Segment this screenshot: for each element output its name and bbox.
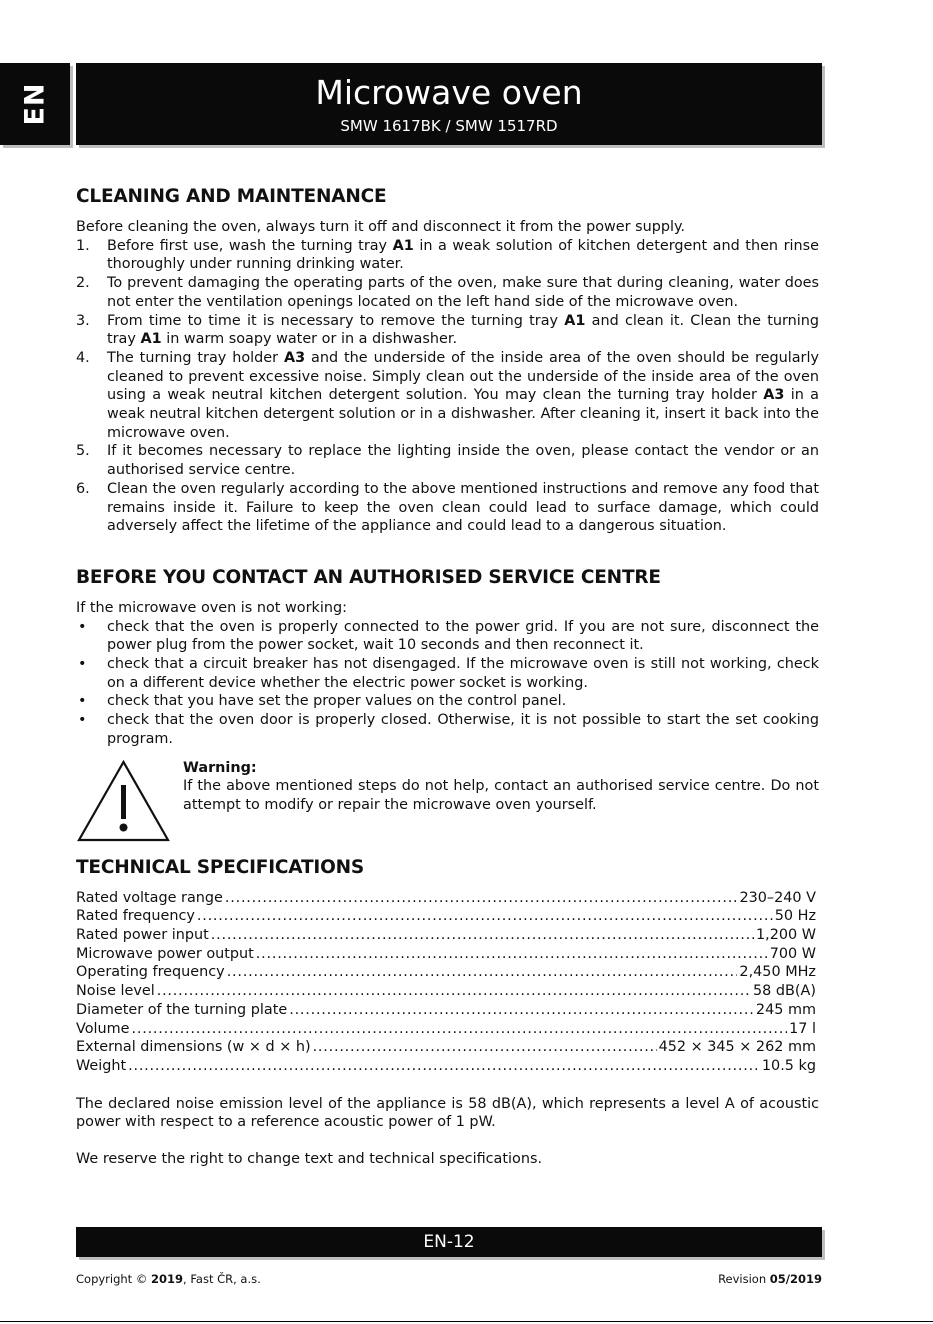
service-intro: If the microwave oven is not working: [76,599,347,616]
checklist-text: check that you have set the proper values on the control panel. [107,693,567,710]
step-number: 1. [76,237,90,254]
step-text: If it becomes necessary to replace the lighting inside the oven, please contact the vendor or an authorised service centre. [107,443,819,479]
dot-leader [132,1020,788,1039]
spec-row [76,982,819,1001]
document-title: Microwave oven [315,73,583,112]
dot-leader [313,1038,657,1057]
spec-label: Weight [76,1057,127,1074]
spec-row [76,907,819,926]
dot-leader [289,1001,754,1020]
checklist-text: check that a circuit breaker has not disengaged. If the microwave oven is still not working, check on a different device whether the electric power socket is working. [107,656,819,691]
warning-triangle-icon [76,759,171,843]
spec-value: 58 dB(A) [753,983,816,1000]
spec-value: 700 W [769,945,816,962]
spec-value: 230–240 V [739,889,816,906]
spec-label: External dimensions (w × d × h) [76,1039,311,1056]
spec-label: Volume [76,1020,130,1037]
step-number: 2. [76,275,90,292]
step-text: Clean the oven regularly according to the above mentioned instructions and remove any food that remains inside it. Failure to keep the oven clean could lead to surface damage, which could adversely affect the lifetime of the appliance and could lead to a dangerous situation. [107,480,819,535]
step-text: The turning tray holder [107,349,284,366]
copyright: Copyright © 2019, Fast ČR, a.s. [76,1272,261,1286]
warning-title: Warning: [183,759,257,776]
spec-row [76,1001,819,1020]
cleaning-step [76,442,819,479]
checklist-item [76,618,819,655]
spec-value: 2,450 MHz [739,964,816,981]
spec-row [76,926,819,945]
warning-text-block [183,759,819,815]
language-label: EN [19,82,51,126]
noise-note: The declared noise emission level of the appliance is 58 dB(A), which represents a level A of acoustic power with respect to a reference acoustic power of 1 pW. [76,1095,819,1131]
service-section [76,567,819,847]
cleaning-step [76,274,819,311]
bullet: • [78,712,87,729]
spec-value: 245 mm [755,1001,816,1018]
bullet: • [78,618,87,635]
step-text: and the underside of the inside area of the oven should be regularly cleaned to prevent excessive noise. Simply clean out the underside of the inside area of the oven using a weak neutral kitchen detergent solution. You may clean the turning tray holder [107,349,819,404]
cleaning-steps-list [76,237,819,536]
spec-label: Noise level [76,983,155,1000]
step-number: 4. [76,349,90,366]
cleaning-intro: Before cleaning the oven, always turn it off and disconnect it from the power supply. [76,219,686,235]
model-numbers: SMW 1617BK / SMW 1517RD [340,117,558,135]
cleaning-step [76,349,819,443]
spec-label: Microwave power output [76,945,254,962]
dot-leader [227,963,738,982]
spec-label: Rated voltage range [76,889,223,906]
step-text: and clean it. Clean the turning tray [107,312,819,348]
warning-box [76,759,819,847]
step-text: From time to time it is necessary to remove the turning tray [107,312,565,329]
dot-leader [128,1057,760,1076]
checklist-item [76,692,819,711]
page-number-bar [76,1227,822,1257]
specs-section [76,857,819,1169]
checklist-item [76,711,819,748]
reserve-note: We reserve the right to change text and technical specifications. [76,1151,543,1168]
cleaning-heading: CLEANING AND MAINTENANCE [76,186,387,207]
spec-label: Operating frequency [76,964,225,981]
spec-value: 1,200 W [755,926,816,943]
step-number: 5. [76,443,90,460]
part-reference: A3 [763,387,785,404]
revision: Revision 05/2019 [718,1272,822,1286]
part-reference: A1 [392,237,414,254]
step-number: 3. [76,312,90,329]
spec-value: 50 Hz [774,908,816,925]
cleaning-step [76,480,819,536]
step-text: in a weak solution of kitchen detergent and then rinse thoroughly under running drinking water. [107,237,819,273]
dot-leader [157,982,751,1001]
specs-table [76,889,819,1076]
page-content [76,186,819,1169]
cleaning-step [76,312,819,349]
cleaning-step [76,237,819,274]
part-reference: A1 [140,331,162,348]
spec-row [76,1020,819,1039]
specs-heading: TECHNICAL SPECIFICATIONS [76,856,365,878]
spec-label: Rated power input [76,926,209,943]
spec-value: 452 × 345 × 262 mm [658,1039,816,1056]
dot-leader [256,945,768,964]
step-number: 6. [76,480,90,497]
dot-leader [197,907,773,926]
spec-label: Rated frequency [76,908,195,925]
service-checklist [76,618,819,749]
part-reference: A1 [564,312,586,329]
checklist-text: check that the oven door is properly closed. Otherwise, it is not possible to start the set cooking program. [107,712,819,747]
service-heading: BEFORE YOU CONTACT AN AUTHORISED SERVICE CENTRE [76,566,661,588]
checklist-text: check that the oven is properly connected to the power grid. If you are not sure, disconnect the power plug from the power socket, wait 10 seconds and then reconnect it. [107,618,819,654]
spec-row [76,963,819,982]
cleaning-section [76,186,819,536]
spec-row [76,1038,819,1057]
language-tab [0,63,70,145]
part-reference: A3 [283,349,306,366]
step-text: To prevent damaging the operating parts of the oven, make sure that during cleaning, water does not enter the ventilation openings located on the left hand side of the microwave oven. [107,275,819,310]
dot-leader [211,926,754,945]
spec-label: Diameter of the turning plate [76,1001,288,1018]
spec-row [76,1057,819,1076]
document-header [76,63,822,145]
step-text: Before first use, wash the turning tray [107,237,393,254]
warning-message: If the above mentioned steps do not help, contact an authorised service centre. Do not attempt to modify or repair the microwave oven yourself. [183,778,819,813]
spec-row [76,889,819,908]
spec-value: 10.5 kg [761,1057,816,1074]
bullet: • [78,693,87,710]
page-number: EN-12 [423,1232,475,1252]
bottom-rule [0,1321,933,1322]
dot-leader [225,889,738,908]
spec-row [76,945,819,964]
spec-value: 17 l [789,1020,816,1037]
step-text: in warm soapy water or in a dishwasher. [161,331,458,348]
checklist-item [76,655,819,692]
step-text: in a weak neutral kitchen detergent solution or in a dishwasher. After cleaning it, insert it back into the microwave oven. [107,387,819,441]
bullet: • [78,656,87,673]
